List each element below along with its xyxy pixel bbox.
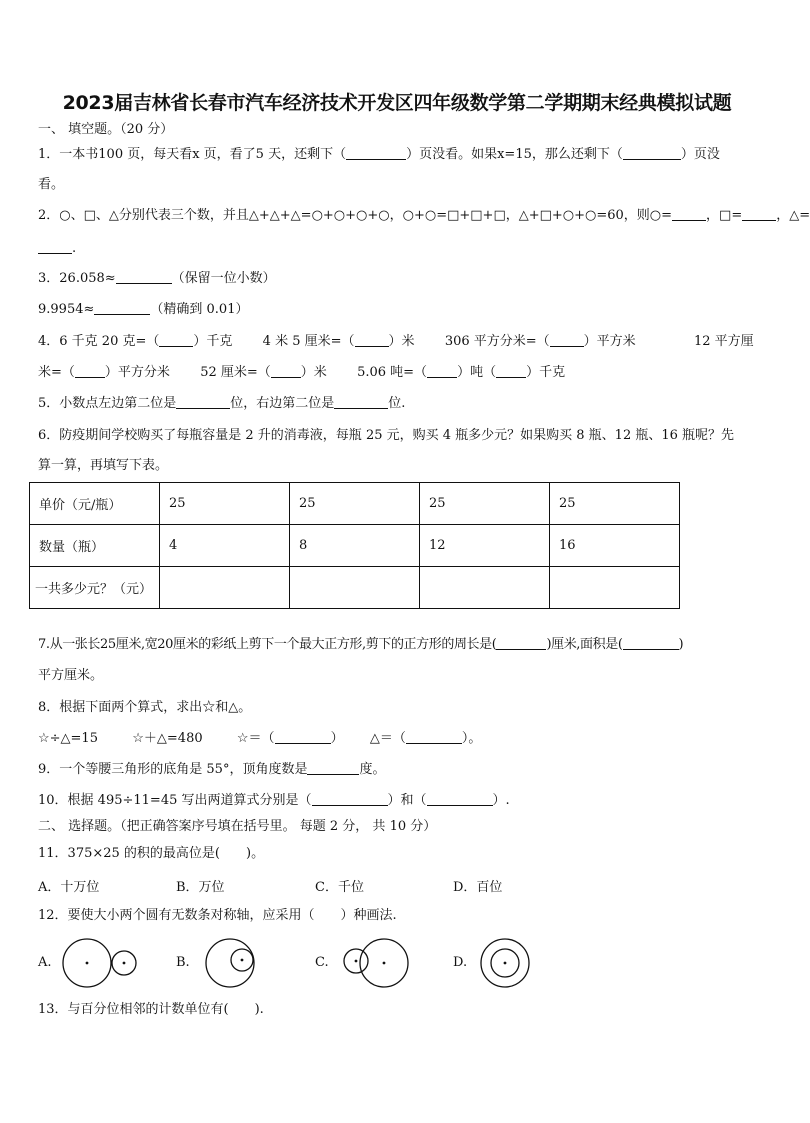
q5-blank-1[interactable]	[176, 396, 230, 409]
q4-text-b: 4 米 5 厘米=（	[262, 334, 355, 349]
q8-equation-1: ☆÷△=15	[38, 731, 98, 746]
q8-equation-2: ☆＋△=480	[132, 731, 203, 746]
question-2	[38, 207, 810, 225]
q5-text-c: 位.	[388, 396, 406, 411]
q12-option-c-label[interactable]: C.	[315, 955, 329, 970]
q3-text-c: 9.9954≈	[38, 302, 95, 317]
q7-continuation: 平方厘米。	[38, 668, 104, 683]
table-answer-cell[interactable]	[290, 567, 420, 609]
q4-blank-3[interactable]	[550, 334, 584, 347]
table-cell: 16	[550, 525, 680, 567]
q12-option-d-figure[interactable]	[479, 937, 531, 989]
question-5	[38, 395, 405, 413]
q3-text-b: （保留一位小数）	[171, 271, 276, 286]
table-cell: 8	[290, 525, 420, 567]
table-cell: 12	[420, 525, 550, 567]
q1-text-c: ）页没	[680, 147, 720, 162]
table-row-label: 数量（瓶）	[30, 525, 160, 567]
q2-text-c: ，△=	[776, 208, 810, 223]
q10-text-a: 10．根据 495÷11=45 写出两道算式分别是（	[38, 793, 312, 808]
table-cell: 25	[160, 483, 290, 525]
q8-blank-triangle[interactable]	[406, 731, 462, 744]
q5-blank-2[interactable]	[334, 396, 388, 409]
q3-text-a: 3．26.058≈	[38, 271, 116, 286]
table-cell: 25	[290, 483, 420, 525]
q9-text-b: 度。	[359, 762, 386, 777]
question-3-line1	[38, 270, 276, 288]
question-7	[38, 636, 683, 654]
q4-blank-2[interactable]	[355, 334, 389, 347]
table-answer-cell[interactable]	[550, 567, 680, 609]
q8-blank-star[interactable]	[275, 731, 331, 744]
q5-text-a: 5．小数点左边第二位是	[38, 396, 177, 411]
question-6-line2: 算一算，再填写下表。	[38, 458, 169, 473]
q12-option-a-figure[interactable]	[60, 937, 140, 989]
q4-blank-7[interactable]	[496, 365, 526, 378]
q9-blank[interactable]	[307, 762, 359, 775]
q10-blank-1[interactable]	[312, 793, 388, 806]
q2-text-a: 2．○、□、△分别代表三个数，并且△+△+△=○+○+○+○，○+○=□+□+□，△+□+○+○=60，则○=	[38, 208, 673, 223]
q7-text-b: )厘米,面积是(	[546, 637, 623, 652]
table-row	[30, 483, 680, 525]
q4-blank-4[interactable]	[75, 365, 105, 378]
q2-blank-square[interactable]	[742, 208, 776, 221]
q12-option-c-figure[interactable]	[340, 937, 412, 989]
q1-blank-1[interactable]	[346, 147, 406, 160]
q2-continuation	[38, 240, 76, 258]
price-table	[29, 482, 680, 609]
table-answer-cell[interactable]	[420, 567, 550, 609]
q3-blank-2[interactable]	[94, 302, 150, 315]
q2-blank-triangle[interactable]	[38, 241, 72, 254]
q4-text-c2: ）平方米	[583, 334, 636, 349]
question-6-line1: 6．防疫期间学校购买了每瓶容量是 2 升的消毒液，每瓶 25 元，购买 4 瓶多少元？如果购买 8 瓶、12 瓶、16 瓶呢？先	[38, 428, 735, 443]
q4-blank-6[interactable]	[427, 365, 457, 378]
q10-blank-2[interactable]	[427, 793, 493, 806]
q12-option-b-figure[interactable]	[203, 937, 267, 989]
q3-blank-1[interactable]	[116, 271, 172, 284]
q3-text-d: （精确到 0.01）	[150, 302, 249, 317]
question-3-line2	[38, 301, 248, 319]
q1-blank-2[interactable]	[623, 147, 681, 160]
table-row-label: 单价（元/瓶）	[30, 483, 160, 525]
q12-option-d-label[interactable]: D.	[453, 955, 468, 970]
q8-answer-star-label: ☆＝（	[236, 731, 275, 746]
question-8-equations	[38, 730, 481, 748]
q11-option-b[interactable]: B．万位	[176, 880, 225, 895]
q4-text-d: 12 平方厘	[694, 334, 754, 349]
q4-text-a: 4．6 千克 20 克=（	[38, 334, 160, 349]
q7-text-c: )	[678, 637, 684, 652]
q11-option-d[interactable]: D．百位	[453, 880, 503, 895]
q4-text-e2: ）平方分米	[104, 365, 170, 380]
table-row-label: 一共多少元？（元）	[30, 567, 160, 609]
q8-answer-triangle-close: ）。	[461, 731, 482, 746]
q10-text-b: ）和（	[387, 793, 427, 808]
section1-heading: 一、 填空题。（20 分）	[38, 122, 174, 137]
q2-text-b: ，□=	[706, 208, 743, 223]
q4-text-a2: ）千克	[193, 334, 233, 349]
q10-text-c: ）.	[492, 793, 510, 808]
q8-answer-star-close: ）	[330, 731, 344, 746]
q4-text-f: 52 厘米=（	[200, 365, 271, 380]
table-cell: 4	[160, 525, 290, 567]
q2-blank-circle[interactable]	[672, 208, 706, 221]
table-cell: 25	[420, 483, 550, 525]
question-4-line1	[38, 333, 636, 351]
q12-option-a-label[interactable]: A.	[38, 955, 52, 970]
q4-text-e: 米=（	[38, 365, 75, 380]
question-1	[38, 146, 720, 164]
question-12: 12．要使大小两个圆有无数条对称轴，应采用（ ）种画法.	[38, 908, 397, 923]
q4-text-f2: ）米	[300, 365, 327, 380]
q4-blank-5[interactable]	[271, 365, 301, 378]
q4-text-c: 306 平方分米=（	[444, 334, 550, 349]
q8-answer-triangle-label: △＝（	[369, 731, 406, 746]
question-4-line2	[38, 364, 565, 382]
q1-text-a: 1．一本书100 页，每天看x 页，看了5 天，还剩下（	[38, 147, 347, 162]
q11-option-a[interactable]: A．十万位	[38, 880, 100, 895]
section2-heading: 二、 选择题。（把正确答案序号填在括号里。 每题 2 分， 共 10 分）	[38, 819, 437, 834]
page-title: 2023届吉林省长春市汽车经济技术开发区四年级数学第二学期期末经典模拟试题	[62, 92, 732, 114]
q9-text-a: 9．一个等腰三角形的底角是 55°，顶角度数是	[38, 762, 308, 777]
q7-text-a: 7.从一张长25厘米,宽20厘米的彩纸上剪下一个最大正方形,剪下的正方形的周长是(	[38, 637, 497, 652]
q5-text-b: 位，右边第二位是	[230, 396, 335, 411]
table-answer-cell[interactable]	[160, 567, 290, 609]
question-9	[38, 761, 385, 779]
q7-blank-1[interactable]	[496, 637, 546, 650]
q12-option-b-label[interactable]: B.	[176, 955, 190, 970]
q4-text-g3: ）千克	[526, 365, 566, 380]
table-row	[30, 525, 680, 567]
q7-blank-2[interactable]	[623, 637, 679, 650]
table-row	[30, 567, 680, 609]
q4-blank-1[interactable]	[159, 334, 193, 347]
question-10	[38, 792, 510, 810]
question-8: 8．根据下面两个算式，求出☆和△。	[38, 700, 252, 715]
question-11: 11．375×25 的积的最高位是( )。	[38, 846, 265, 861]
q1-text-b: ）页没看。如果x=15，那么还剩下（	[406, 147, 623, 162]
table-cell: 25	[550, 483, 680, 525]
q4-text-g2: ）吨（	[457, 365, 497, 380]
q1-continuation: 看。	[38, 177, 65, 192]
q4-text-g: 5.06 吨=（	[357, 365, 428, 380]
q4-text-b2: ）米	[388, 334, 415, 349]
q11-option-c[interactable]: C．千位	[315, 880, 364, 895]
question-13: 13．与百分位相邻的计数单位有( ).	[38, 1002, 264, 1017]
q2-text-d: .	[72, 241, 77, 256]
